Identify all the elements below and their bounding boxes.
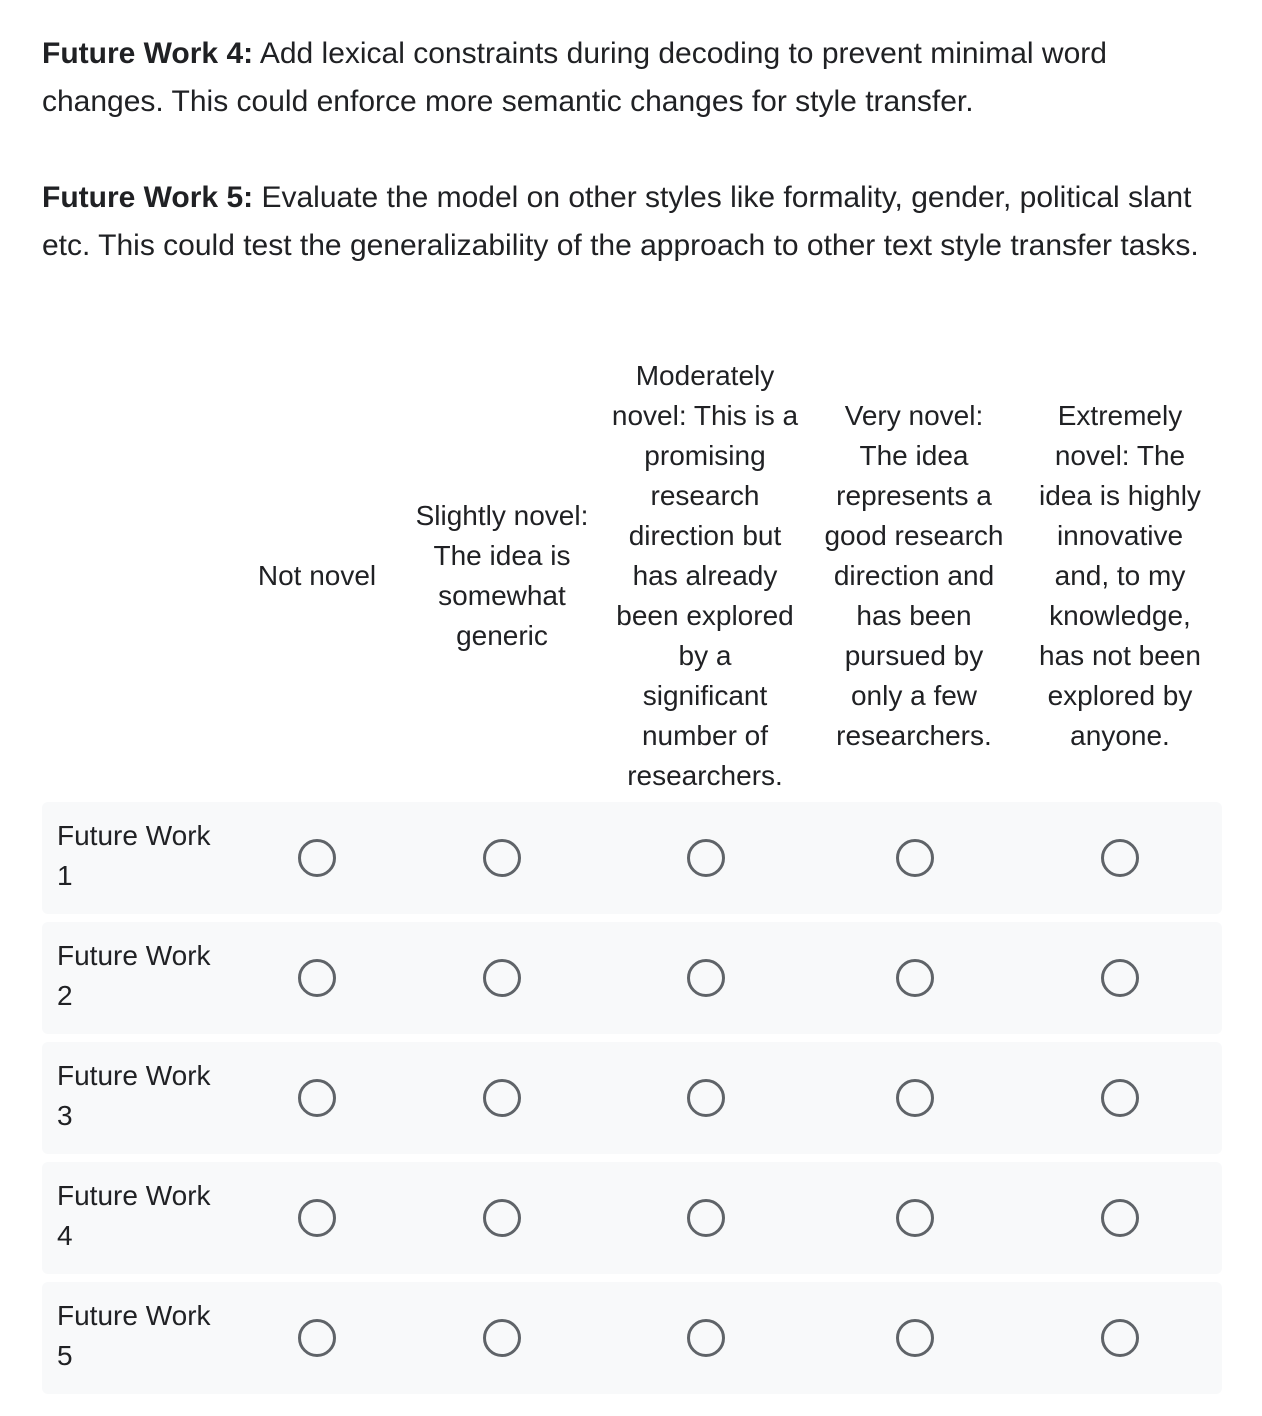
future-work-4-description <box>42 30 1222 126</box>
row-label: Future Work 2 <box>57 940 211 1011</box>
column-header-slightly-novel: Slightly novel: The idea is somewhat generic <box>415 500 589 651</box>
radio-fw4-moderately-novel[interactable] <box>687 1199 725 1237</box>
radio-fw1-extremely-novel[interactable] <box>1101 839 1139 877</box>
radio-fw3-very-novel[interactable] <box>896 1079 934 1117</box>
radio-fw5-not-novel[interactable] <box>298 1319 336 1357</box>
future-work-5-description <box>42 174 1222 270</box>
radio-fw2-extremely-novel[interactable] <box>1101 959 1139 997</box>
grid-row-future-work-5 <box>42 1282 1222 1394</box>
column-header-very-novel: Very novel: The idea represents a good research direction and has been pursued by only a few researchers. <box>824 400 1004 751</box>
radio-fw5-slightly-novel[interactable] <box>483 1319 521 1357</box>
grid-row-future-work-1 <box>42 802 1222 914</box>
grid-row-future-work-3 <box>42 1042 1222 1154</box>
column-header-not-novel: Not novel <box>257 560 377 591</box>
grid-row-future-work-4 <box>42 1162 1222 1274</box>
future-work-5-heading: Future Work 5: <box>42 181 254 214</box>
novelty-rating-grid <box>42 356 1222 1371</box>
row-label: Future Work 5 <box>57 1300 211 1371</box>
row-label: Future Work 1 <box>57 820 211 891</box>
row-label: Future Work 3 <box>57 1060 211 1131</box>
radio-fw3-moderately-novel[interactable] <box>687 1079 725 1117</box>
radio-fw3-extremely-novel[interactable] <box>1101 1079 1139 1117</box>
radio-fw4-slightly-novel[interactable] <box>483 1199 521 1237</box>
radio-fw1-moderately-novel[interactable] <box>687 839 725 877</box>
survey-page <box>0 0 1262 270</box>
grid-row-future-work-2 <box>42 922 1222 1034</box>
radio-fw5-extremely-novel[interactable] <box>1101 1319 1139 1357</box>
radio-fw1-slightly-novel[interactable] <box>483 839 521 877</box>
future-work-4-heading: Future Work 4: <box>42 37 254 70</box>
radio-fw5-very-novel[interactable] <box>896 1319 934 1357</box>
future-work-5-text: Evaluate the model on other styles like formality, gender, political slant etc. This could test the generalizability of the approach to other text style transfer tasks. <box>42 181 1199 262</box>
radio-fw4-very-novel[interactable] <box>896 1199 934 1237</box>
radio-fw3-not-novel[interactable] <box>298 1079 336 1117</box>
radio-fw2-very-novel[interactable] <box>896 959 934 997</box>
radio-fw2-slightly-novel[interactable] <box>483 959 521 997</box>
future-work-4-text: Add lexical constraints during decoding to prevent minimal word changes. This could enforce more semantic changes for style transfer. <box>42 37 1107 118</box>
radio-fw2-moderately-novel[interactable] <box>687 959 725 997</box>
radio-fw5-moderately-novel[interactable] <box>687 1319 725 1357</box>
radio-fw2-not-novel[interactable] <box>298 959 336 997</box>
row-label: Future Work 4 <box>57 1180 211 1251</box>
radio-fw1-not-novel[interactable] <box>298 839 336 877</box>
radio-fw4-not-novel[interactable] <box>298 1199 336 1237</box>
column-header-moderately-novel: Moderately novel: This is a promising research direction but has already been explored by a significant number of researchers. <box>611 360 799 791</box>
radio-fw1-very-novel[interactable] <box>896 839 934 877</box>
column-header-extremely-novel: Extremely novel: The idea is highly innovative and, to my knowledge, has not been explored by anyone. <box>1039 400 1201 751</box>
grid-header-row <box>42 356 1222 796</box>
radio-fw3-slightly-novel[interactable] <box>483 1079 521 1117</box>
radio-fw4-extremely-novel[interactable] <box>1101 1199 1139 1237</box>
